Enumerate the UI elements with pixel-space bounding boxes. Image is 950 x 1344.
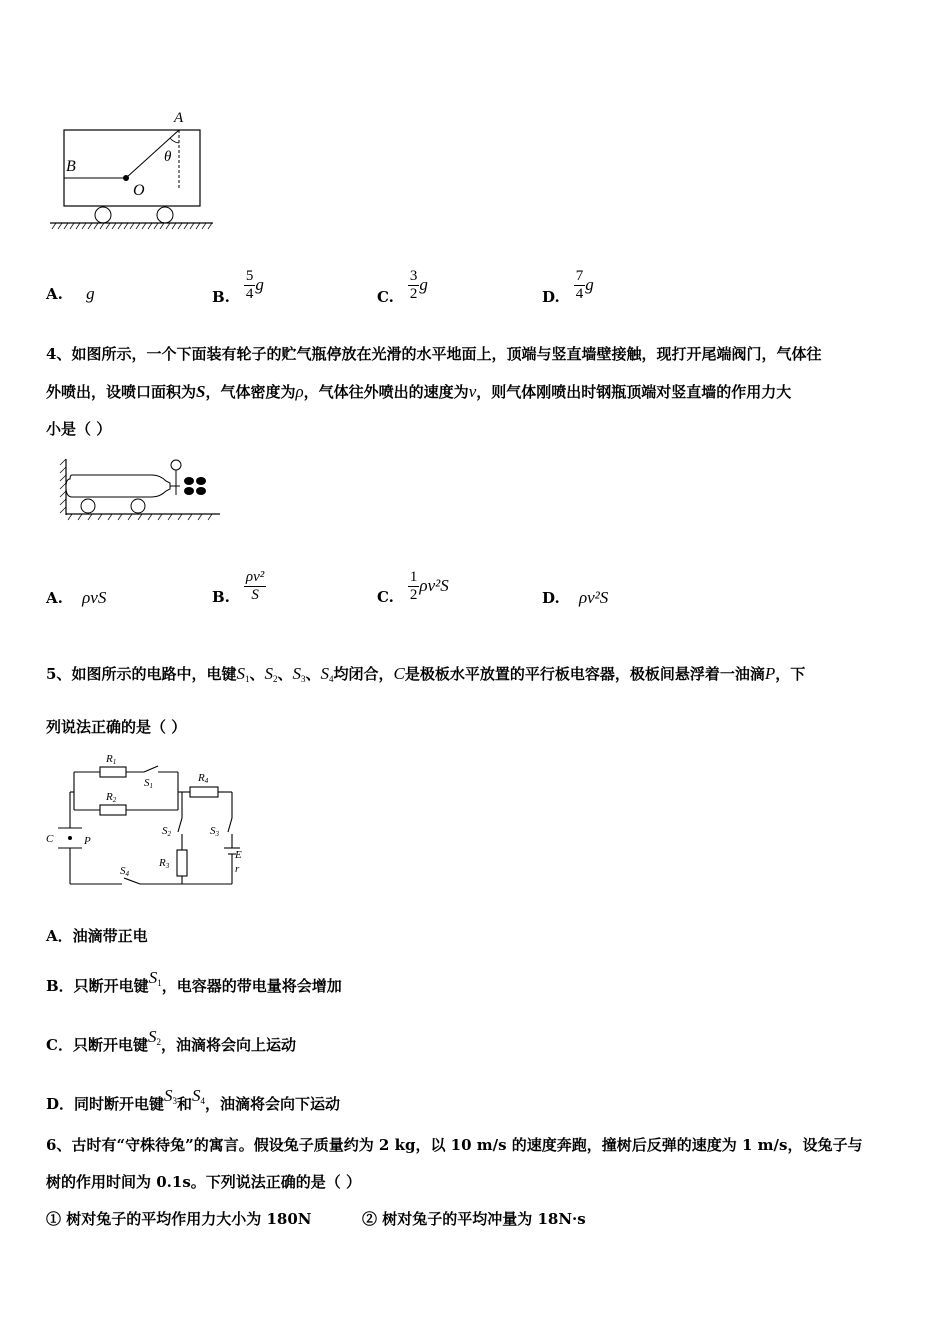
q5-fig-R4: R4 <box>198 772 209 785</box>
q6-stem: 6、古时有“守株待兔”的寓言。假设兔子质量约为 2 kg，以 10 m/s 的速度奔跑，撞树后反弹的速度为 1 m/s，设兔子与 树的作用时间为 0.1s。下列说法正确的是（ ） <box>46 1136 863 1191</box>
q5-fig-R3: R3 <box>159 857 170 870</box>
q4-option-d[interactable]: D. ρv²S <box>542 588 609 607</box>
q5-option-d[interactable]: D．同时断开电键$S_3$和$S_4$，油滴将会向下运动 <box>46 1086 341 1113</box>
q5-option-b[interactable]: B．只断开电键$S_1$，电容器的带电量将会增加 <box>46 968 342 995</box>
q6-item-1[interactable]: ① 树对兔子的平均作用力大小为 180N <box>46 1210 312 1228</box>
q3-label-B: B <box>66 158 76 175</box>
q5-switch-4: $S_4$ <box>320 664 334 684</box>
q5-fig-S2: S2 <box>162 825 171 838</box>
q3-option-b[interactable]: B. $\frac{5}{4}$ g <box>212 267 264 306</box>
q4-option-c[interactable]: C. $\frac{1}{2}$ ρv²S <box>377 568 449 606</box>
q3-label-A: A <box>174 110 184 126</box>
q5-switch-2: $S_2$ <box>264 664 278 684</box>
q5-fig-S3: S3 <box>210 825 219 838</box>
q3-option-a[interactable]: A. g <box>46 284 95 303</box>
q5-option-a[interactable]: A．油滴带正电 <box>46 927 148 945</box>
q5-fig-C: C <box>46 833 54 845</box>
q4-figure <box>58 455 226 525</box>
q5-stem: 5、如图所示的电路中，电键$S_1$、$S_2$、$S_3$、$S_4$均闭合，C是极板水平放置的平行板电容器，极板间悬浮着一油滴P，下 列说法正确的是（ ） <box>46 664 806 736</box>
q5-fig-S1: S1 <box>144 777 153 790</box>
q4-option-b[interactable]: B. $\frac{\text{ρv²}}{S}$ <box>212 568 265 606</box>
q5-switch-3: $S_3$ <box>292 664 306 684</box>
q5-fig-E: E <box>235 849 242 861</box>
q5-fig-S4: S4 <box>120 865 129 878</box>
q5-circuit-figure <box>44 748 244 896</box>
q3-option-c[interactable]: C. $\frac{3}{2}$ g <box>377 267 428 306</box>
q4-stem: 4、如图所示，一个下面装有轮子的贮气瓶停放在光滑的水平地面上，顶端与竖直墙壁接触，现打开尾端阀门，气体往 外喷出，设喷口面积为S，气体密度为ρ，气体往外喷出的速度为v，则气体刚喷出时钢瓶顶端对竖直墙的作用力大 小是（ ） <box>46 345 822 438</box>
q5-fig-r: r <box>235 863 240 875</box>
q3-figure <box>48 105 218 235</box>
q3-label-theta: θ <box>164 149 172 165</box>
q5-switch-1: $S_1$ <box>236 664 250 684</box>
q5-fig-R1: R1 <box>106 753 117 766</box>
q4-option-a[interactable]: A. ρvS <box>46 588 107 607</box>
q5-fig-P: P <box>84 835 91 847</box>
q6-item-2[interactable]: ② 树对兔子的平均冲量为 18N·s <box>362 1210 586 1228</box>
q3-label-O: O <box>133 182 145 199</box>
q3-option-d[interactable]: D. $\frac{7}{4}$ g <box>542 267 594 306</box>
q5-option-c[interactable]: C．只断开电键$S_2$，油滴将会向上运动 <box>46 1027 296 1054</box>
q5-fig-R2: R2 <box>106 791 117 804</box>
